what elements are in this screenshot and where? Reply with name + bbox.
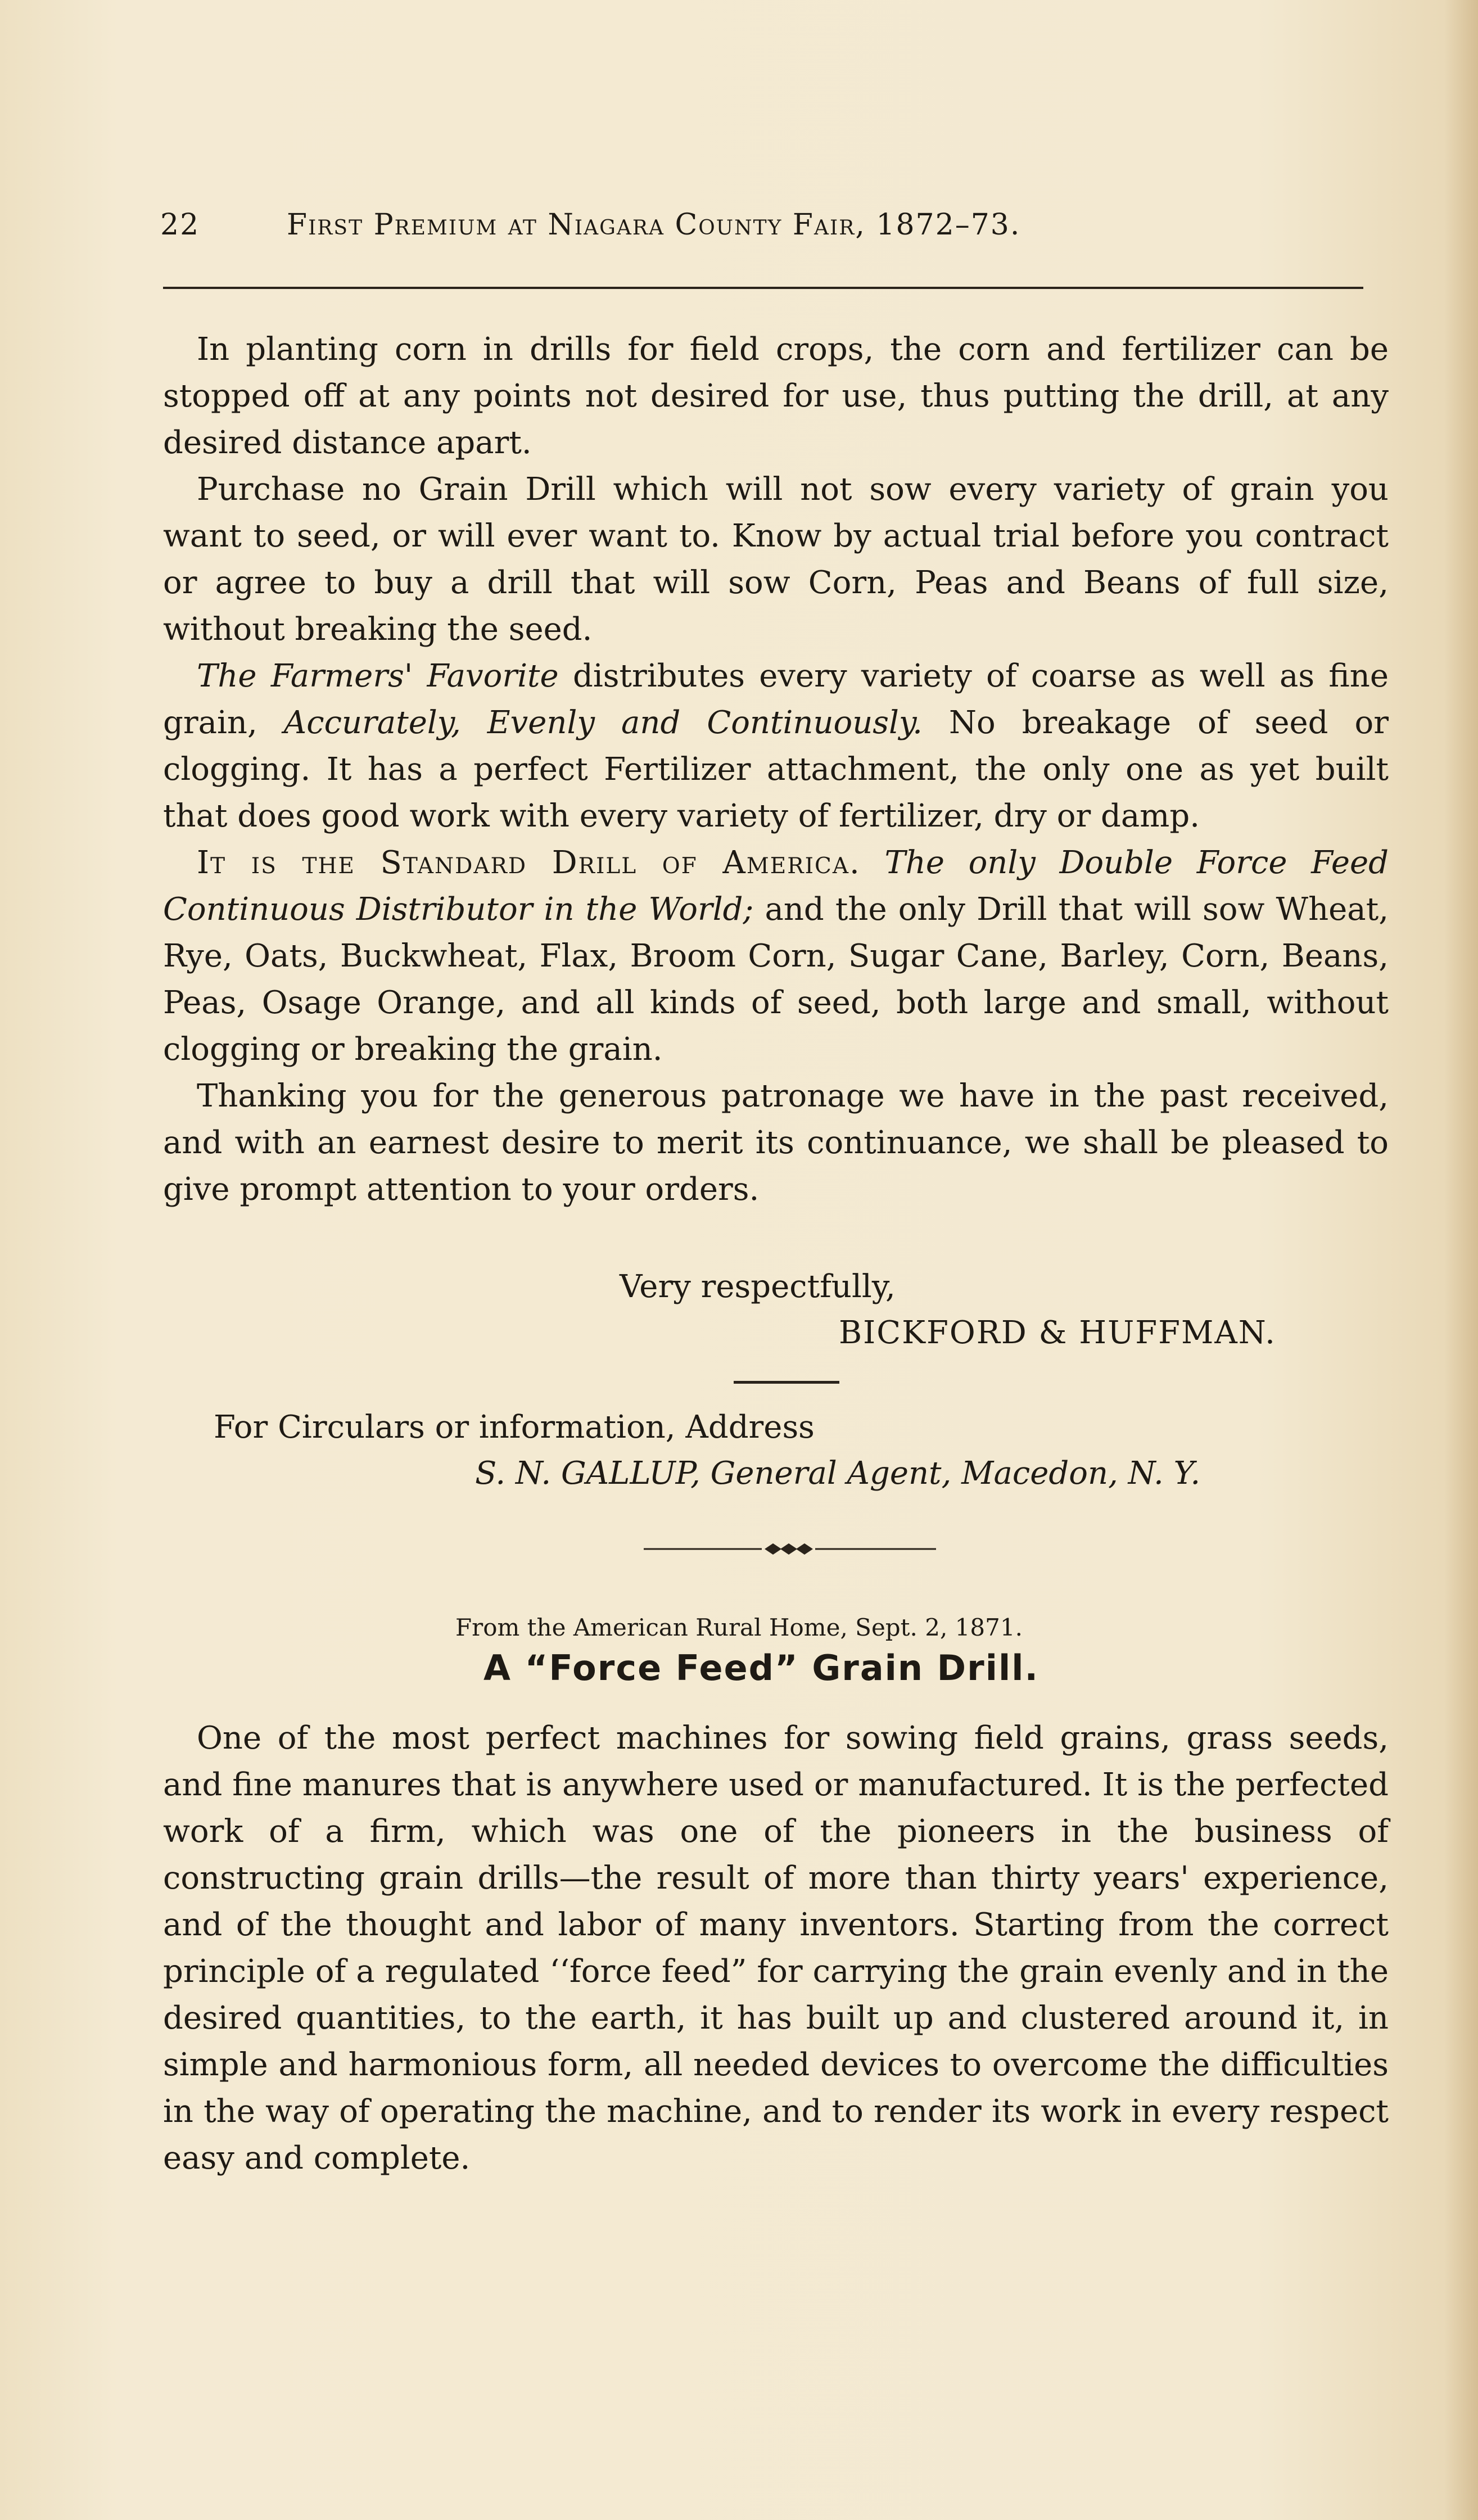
header-rule — [163, 287, 1363, 289]
article-source: From the American Rural Home, Sept. 2, 1871. — [455, 1614, 1023, 1641]
ornament-diamond — [765, 1543, 781, 1555]
paragraph-standard-drill — [163, 839, 1389, 1073]
ornament-diamond — [796, 1543, 813, 1555]
emphasis-text: The only Double Force Feed Continuous Distributor in the World; — [163, 844, 1389, 928]
salutation: Very respectfully, — [620, 1268, 896, 1305]
page-number: 22 — [160, 208, 200, 242]
article-title: A “Force Feed” Grain Drill. — [483, 1647, 1039, 1688]
contact-line: For Circulars or information, Address — [214, 1409, 815, 1446]
paragraph-farmers-favorite — [163, 653, 1389, 839]
emphasis-text: Accurately, Evenly and Continuously. — [283, 704, 923, 741]
product-name: The Farmers' Favorite — [197, 658, 559, 694]
paragraph-thanks: Thanking you for the generous patronage we have in the past received, and with an earnest desire to merit its continuance, we shall be pleased to give prompt attention to your orders. — [163, 1078, 1389, 1208]
agent-line: S. N. GALLUP, General Agent, Macedon, N. Y. — [475, 1455, 1201, 1492]
paragraph-purchase: Purchase no Grain Drill which will not sow every variety of grain you want to seed, or will ever want to. Know by actual trial before you contract or agree to buy a drill that will sow Corn, Peas and Beans of full size, without breaking the seed. — [163, 471, 1389, 648]
ornament-divider — [644, 1541, 936, 1557]
page-edge — [1444, 0, 1478, 2520]
article-paragraph: One of the most perfect machines for sowing field grains, grass seeds, and fine manures that is anywhere used or manufactured. It is the perfected work of a firm, which was one of the pioneers in the business of constructing grain drills—the result of more than thirty years' experience, and of the thought and labor of many inventors. Starting from the correct principle of a regulated ‘‘force feed” for carrying the grain evenly and in the desired quantities, to the earth, it has built up and clustered around it, in simple and harmonious form, all needed devices to overcome the difficulties in the way of operating the machine, and to render its work in every respect easy and complete. — [163, 1720, 1389, 2176]
paragraph-text: distributes every variety of coarse as well as fine grain, — [163, 658, 1389, 741]
paragraph-text: and the only Drill that will sow Wheat, Rye, Oats, Buckwheat, Flax, Broom Corn, Sugar Cane, Barley, Corn, Beans, Peas, Osage Orange, and all kinds of seed, both large and small, without clogging or breaking the grain. — [163, 891, 1389, 1068]
ornament-diamond — [780, 1543, 797, 1555]
paragraph-text: No breakage of seed or clogging. It has a perfect Fertilizer attachment, the only one as yet built that does good work with every variety of fertilizer, dry or damp. — [163, 704, 1389, 834]
running-title: First Premium at Niagara County Fair, 1872–73. — [287, 208, 1021, 242]
intro-text — [163, 326, 1389, 1213]
signature: BICKFORD & HUFFMAN. — [839, 1315, 1276, 1351]
article-body — [163, 1715, 1389, 2182]
small-caps-text: It is the Standard Drill of America. — [197, 844, 861, 881]
paragraph-corn-drills: In planting corn in drills for field crops, the corn and fertilizer can be stopped off at any points not desired for use, thus putting the drill, at any desired distance apart. — [163, 331, 1389, 461]
section-divider — [734, 1381, 839, 1384]
